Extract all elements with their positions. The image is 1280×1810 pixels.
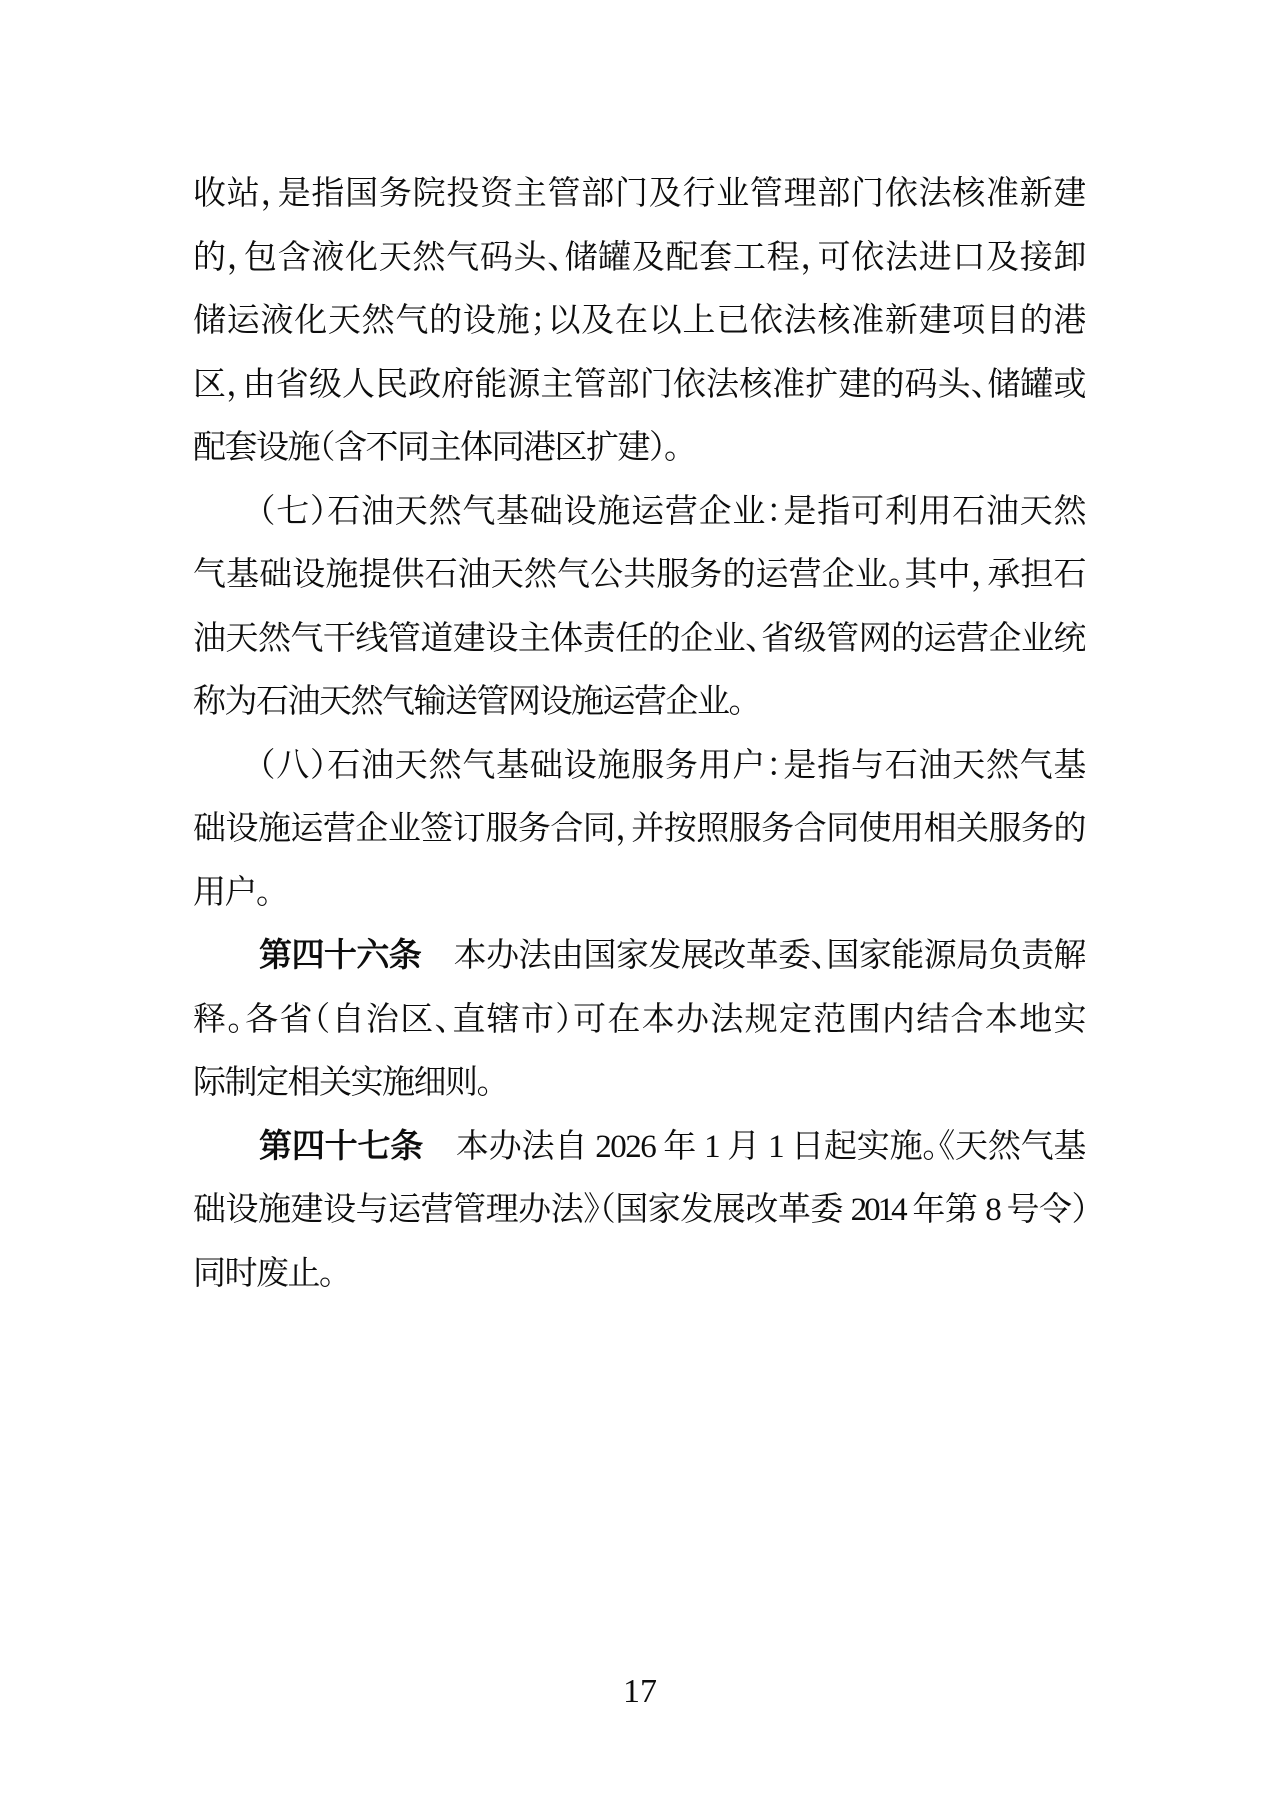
text-line: 同时废止。: [193, 1255, 334, 1292]
text-line: 区，由省级人民政府能源主管部门依法核准扩建的码头、储罐或: [193, 366, 1085, 403]
text-line: 际制定相关实施细则。: [193, 1065, 492, 1101]
text-line: 油天然气干线管道建设主体责任的企业、省级管网的运营企业统: [193, 620, 1085, 657]
article-46-heading: 第四十六条: [259, 938, 422, 974]
text-line: 收站，是指国务院投资主管部门及行业管理部门依法核准新建: [193, 176, 1085, 212]
article-47-heading: 第四十七条: [259, 1128, 424, 1165]
text-line: 释。各省（自治区、直辖市）可在本办法规定范围内结合本地实: [193, 1001, 1085, 1038]
text-line: 的，包含液化天然气码头、储罐及配套工程，可依法进口及接卸: [193, 239, 1085, 276]
text-line-article-46: [193, 925, 1085, 989]
text-line: 础设施建设与运营管理办法》（国家发展改革委 2014 年第 8 号令）: [193, 1192, 1085, 1228]
article-46-text: 本办法由国家发展改革委、国家能源局负责解: [421, 938, 1085, 974]
text-line-article-47: [193, 1116, 1085, 1180]
text-line: 用户。: [193, 874, 271, 911]
text-line: 储运液化天然气的设施；以及在以上已依法核准新建项目的港: [193, 303, 1085, 339]
text-line-item-8: （八）石油天然气基础设施服务用户：是指与石油天然气基: [259, 747, 1085, 784]
text-line: 称为石油天然气输送管网设施运营企业。: [193, 684, 744, 720]
text-line: 础设施运营企业签订服务合同，并按照服务合同使用相关服务的: [193, 811, 1085, 847]
page-number: 17: [623, 1673, 657, 1710]
text-line: 气基础设施提供石油天然气公共服务的运营企业。其中，承担石: [193, 557, 1085, 593]
article-47-text: 本办法自 2026 年 1 月 1 日起实施。《天然气基: [423, 1128, 1085, 1165]
document-body-text: [193, 163, 1085, 1306]
text-line: 配套设施（含不同主体同港区扩建）。: [193, 430, 679, 466]
text-line-item-7: （七）石油天然气基础设施运营企业：是指可利用石油天然: [259, 493, 1085, 530]
